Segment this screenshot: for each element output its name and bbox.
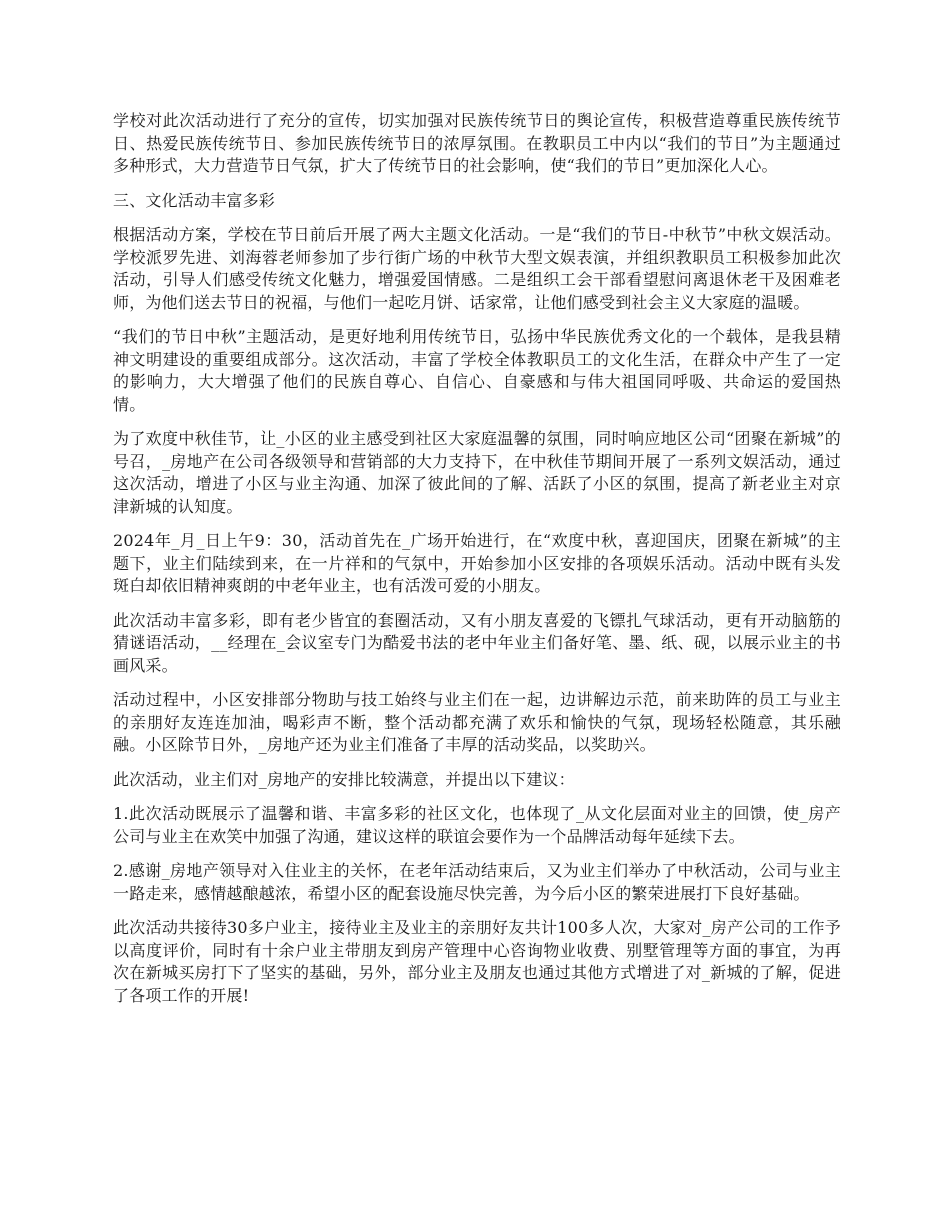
paragraph-suggestion-2: 2.感谢_房地产领导对入住业主的关怀，在老年活动结束后，又为业主们举办了中秋活动，公司与业主一路走来，感情越酿越浓，希望小区的配套设施尽快完善，为今后小区的繁荣进展打下良好基础。 (113, 861, 841, 903)
paragraph-community-intro: 为了欢度中秋佳节，让_小区的业主感受到社区大家庭温馨的氛围，同时响应地区公司“团聚在新城”的号召，_房地产在公司各级领导和营销部的大力支持下，在中秋佳节期间开展了一系列文娱活动，通过这次活动，增进了小区与业主沟通、加深了彼此间的了解、活跃了小区的氛围，提高了新老业主对京津新城的认知度。 (113, 429, 841, 516)
paragraph-publicity: 学校对此次活动进行了充分的宣传，切实加强对民族传统节日的舆论宣传，积极营造尊重民族传统节日、热爱民族传统节日、参加民族传统节日的浓厚氛围。在教职员工中内以“我们的节日”为主题通过多种形式，大力营造节日气氛，扩大了传统节日的社会影响，使“我们的节日”更加深化人心。 (113, 111, 841, 175)
section-heading-culture-activities: 三、文化活动丰富多彩 (113, 190, 276, 210)
paragraph-two-activities: 根据活动方案，学校在节日前后开展了两大主题文化活动。一是“我们的节日-中秋节”中秋文娱活动。学校派罗先进、刘海蓉老师参加了步行街广场的中秋节大型文娱表演，并组织教职员工积极参加此次活动，引导人们感受传统文化魅力，增强爱国情感。二是组织工会干部看望慰问离退休老干及困难老师，为他们送去节日的祝福，与他们一起吃月饼、话家常，让他们感受到社会主义大家庭的温暖。 (113, 225, 841, 312)
paragraph-activities-variety: 此次活动丰富多彩，即有老少皆宜的套圈活动，又有小朋友喜爱的飞镖扎气球活动，更有开动脑筋的猜谜语活动，__经理在_会议室专门为酷爱书法的老中年业主们备好笔、墨、纸、砚，以展示业主的书画风采。 (113, 610, 841, 675)
paragraph-suggestions-intro: 此次活动，业主们对_房地产的安排比较满意，并提出以下建议： (113, 769, 575, 789)
paragraph-summary: 此次活动共接待30多户业主，接待业主及业主的亲朋好友共计100多人次，大家对_房产公司的工作予以高度评价，同时有十余户业主带朋友到房产管理中心咨询物业收费、别墅管理等方面的事宜，为再次在新城买房打下了坚实的基础，另外，部分业主及朋友也通过其他方式增进了对_新城的了解，促进了各项工作的开展! (113, 918, 841, 1005)
document-body (113, 110, 841, 1019)
paragraph-event-start: 2024年_月_日上午9：30，活动首先在_广场开始进行，在“欢度中秋，喜迎国庆，团聚在新城”的主题下，业主们陆续到来，在一片祥和的气氛中，开始参加小区安排的各项娱乐活动。活动中既有头发斑白却依旧精神爽朗的中老年业主，也有活泼可爱的小朋友。 (113, 531, 841, 595)
paragraph-suggestion-1: 1.此次活动既展示了温馨和谐、丰富多彩的社区文化，也体现了_从文化层面对业主的回馈，使_房产公司与业主在欢笑中加强了沟通，建议这样的联谊会要作为一个品牌活动每年延续下去。 (113, 804, 841, 846)
paragraph-activity-process: 活动过程中，小区安排部分物助与技工始终与业主们在一起，边讲解边示范，前来助阵的员工与业主的亲朋好友连连加油，喝彩声不断，整个活动都充满了欢乐和愉快的气氛，现场轻松随意，其乐融融。小区除节日外，_房地产还为业主们准备了丰厚的活动奖品，以奖助兴。 (113, 690, 841, 754)
paragraph-festival-significance: “我们的节日中秋”主题活动，是更好地利用传统节日，弘扬中华民族优秀文化的一个载体，是我县精神文明建设的重要组成部分。这次活动，丰富了学校全体教职员工的文化生活，在群众中产生了一定的影响力，大大增强了他们的民族自尊心、自信心、自豪感和与伟大祖国同呼吸、共命运的爱国热情。 (113, 327, 841, 414)
